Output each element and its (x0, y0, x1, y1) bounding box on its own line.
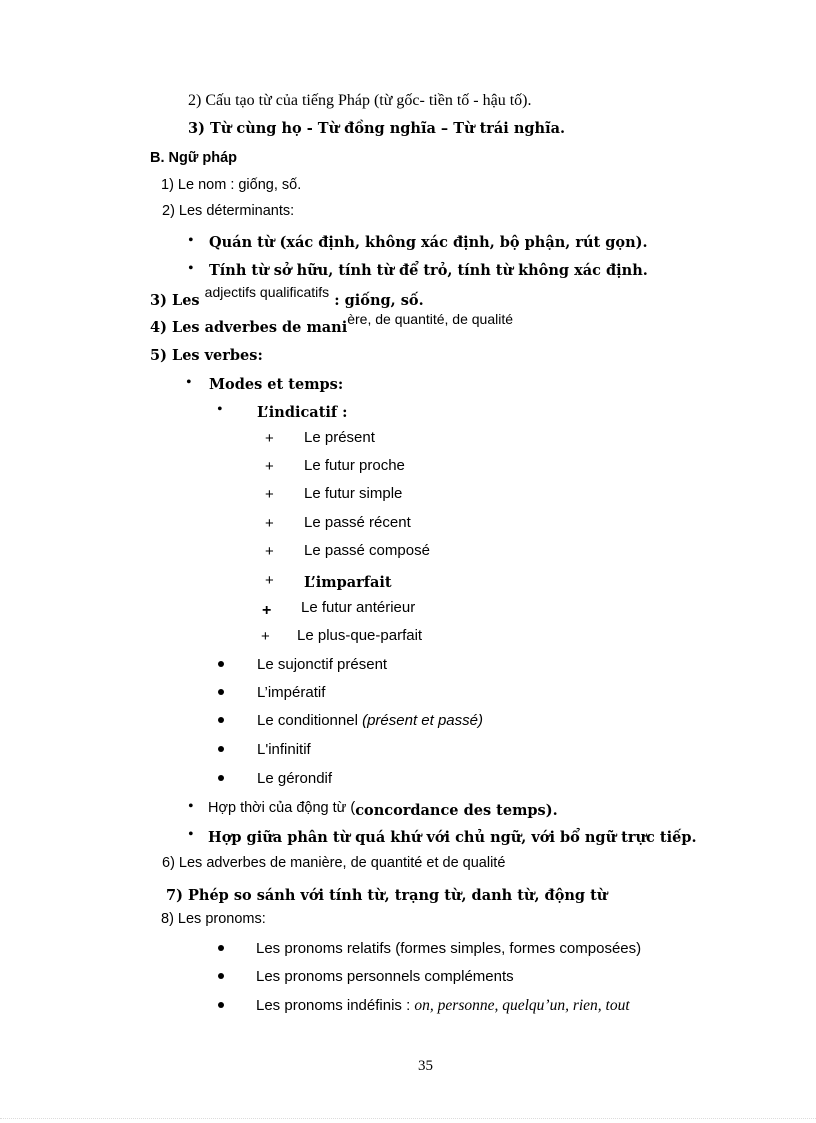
plus-icon: + (262, 602, 272, 619)
plus-icon: + (265, 543, 274, 560)
line-adjectives: Tính từ sở hữu, tính từ để trỏ, tính từ không xác định. (209, 262, 648, 279)
bullet-icon (218, 661, 224, 667)
line-participe-passe: Hợp giữa phân từ quá khứ với chủ ngữ, với bổ ngữ trực tiếp. (208, 829, 697, 846)
plus-icon: + (265, 572, 274, 589)
line-pronoms: 8) Les pronoms: (161, 911, 266, 927)
plus-icon: + (265, 486, 274, 503)
page-bottom-divider (0, 1118, 816, 1119)
bullet-icon: • (188, 260, 194, 277)
bullet-icon (218, 746, 224, 752)
mode-item (257, 713, 483, 728)
line-adverbes (150, 311, 514, 336)
mode-item: L’impératif (257, 684, 326, 701)
tense-item: Le passé récent (304, 514, 411, 531)
adjectifs-label: adjectifs qualificatifs (204, 284, 330, 300)
adverbes-prefix: 4) Les adverbes de mani (150, 319, 348, 336)
page-number: 35 (418, 1058, 433, 1074)
mode-item: Le gérondif (257, 770, 333, 787)
line-adverbes-6: 6) Les adverbes de manière, de quantité et de qualité (162, 855, 506, 871)
bullet-icon (218, 775, 224, 781)
pronoun-item: Les pronoms relatifs (formes simples, formes composées) (256, 940, 642, 957)
mode-item: Le sujonctif présent (257, 656, 388, 673)
line-verbes: 5) Les verbes: (150, 347, 263, 364)
bullet-icon (218, 717, 224, 723)
tense-item: Le passé composé (304, 542, 430, 559)
bullet-icon (218, 945, 224, 951)
plus-icon: + (265, 430, 274, 447)
concordance-label: concordance des temps). (355, 802, 558, 819)
indefinis-examples: on, personne, quelqu’un, rien, tout (414, 997, 630, 1014)
line-indicatif: L’indicatif : (257, 404, 348, 421)
tense-item: L’imparfait (304, 574, 392, 591)
bullet-icon (218, 689, 224, 695)
adverbes-suffix: ère, de quantité, de qualité (347, 311, 514, 327)
conditionnel-label: Le conditionnel (257, 712, 358, 729)
concordance-prefix: Hợp thời của động từ ( (208, 800, 356, 816)
bullet-icon: • (188, 232, 194, 249)
line-word-formation: 2) Cấu tạo từ của tiếng Pháp (từ gốc- tiền tố - hậu tố). (188, 92, 532, 109)
bullet-icon: • (188, 798, 194, 815)
conditionnel-note: (présent et passé) (362, 712, 483, 729)
bullet-icon (218, 1002, 224, 1008)
line-modes-temps: Modes et temps: (209, 376, 344, 393)
section-heading-grammar: B. Ngữ pháp (150, 150, 238, 166)
bullet-icon: • (217, 401, 223, 418)
adjectifs-prefix: 3) Les (150, 292, 200, 309)
bullet-icon: • (188, 826, 194, 843)
bullet-icon: • (186, 374, 192, 391)
plus-icon: + (265, 458, 274, 475)
tense-item: Le futur proche (304, 457, 405, 474)
adjectifs-suffix: : giống, số. (334, 292, 424, 309)
line-word-family: 3) Từ cùng họ - Từ đồng nghĩa – Từ trái nghĩa. (188, 120, 566, 137)
line-comparaison: 7) Phép so sánh với tính từ, trạng từ, danh từ, động từ (166, 887, 608, 904)
line-determinants: 2) Les déterminants: (162, 203, 295, 219)
pronoun-item: Les pronoms personnels compléments (256, 968, 514, 985)
tense-item: Le plus-que-parfait (297, 627, 423, 644)
line-adjectifs-qualificatifs (150, 284, 424, 309)
line-le-nom: 1) Le nom : giống, số. (161, 177, 302, 193)
mode-item: L'infinitif (257, 741, 311, 758)
tense-item: Le futur simple (304, 485, 403, 502)
plus-icon: + (261, 628, 270, 645)
bullet-icon (218, 973, 224, 979)
plus-icon: + (265, 515, 274, 532)
tense-item: Le présent (304, 429, 375, 446)
pronoun-item (256, 998, 630, 1014)
line-articles: Quán từ (xác định, không xác định, bộ phận, rút gọn). (209, 234, 648, 251)
tense-item: Le futur antérieur (301, 599, 416, 616)
indefinis-label: Les pronoms indéfinis : (256, 997, 415, 1014)
line-concordance (208, 800, 558, 819)
